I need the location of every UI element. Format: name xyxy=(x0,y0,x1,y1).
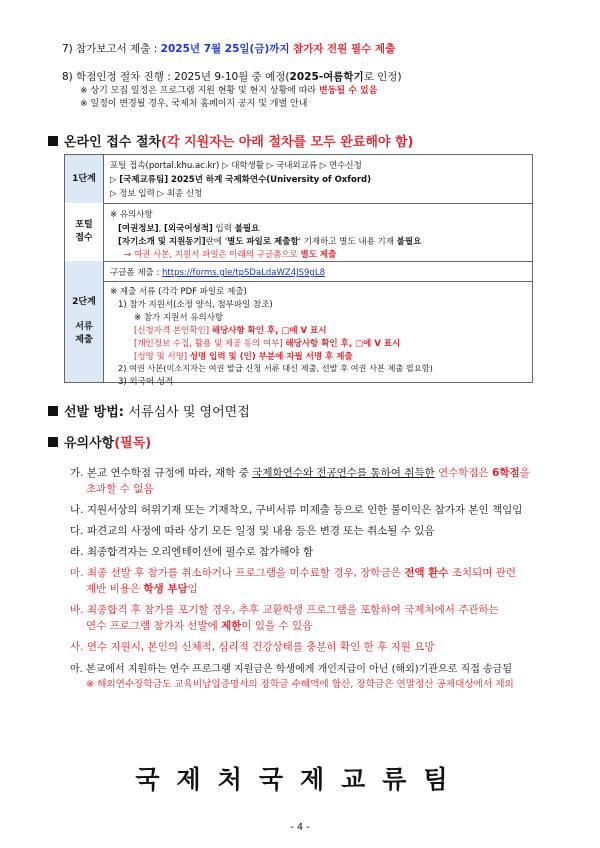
note-ga: 가. 본교 연수학점 규정에 따라, 재학 중 국제화연수와 전공연수를 통하여 취득한 연수학점은 6학점을 xyxy=(70,467,530,479)
note-ma-line2: 제반 비용은 학생 부담임 xyxy=(86,583,198,595)
section-selection-method: 선발 방법: 서류심사 및 영어면접 xyxy=(48,401,250,420)
schedule-change-note: ※ 상기 모집 일정은 프로그램 지원 현황 및 현지 상황에 따라 변동될 수 있음 xyxy=(80,86,378,96)
step1-label-cell: 1단계 xyxy=(65,155,104,203)
note-a-line2: ※ 해외연수장학금도 교육비납입증명서의 장학금 수혜액에 합산, 장학금은 연말정산 공제대상에서 제외 xyxy=(86,679,514,690)
section-precautions: 유의사항(필독) xyxy=(48,432,151,451)
footer-office-title: 국제처국제교류팀 xyxy=(135,765,465,794)
square-bullet-icon xyxy=(48,136,58,146)
google-form-link[interactable]: https://forms.gle/tpSDaLdaWZ4JS9gL8 xyxy=(162,268,326,278)
square-bullet-icon xyxy=(48,406,58,416)
note-na: 나. 지원서상의 허위기재 또는 기재착오, 구비서류 미제출 등으로 인한 불이익은 참가자 본인 책임임 xyxy=(70,504,523,516)
item-7-report-submission: 7) 참가보고서 제출 : 2025년 7월 25일(금)까지 참가자 전원 필수 제출 xyxy=(62,43,396,55)
portal-label-cell: 포털 접수 xyxy=(65,203,104,261)
step2-label-cell: 2단계 서류 제출 xyxy=(65,261,104,382)
step1-content: 포털 접속(portal.khu.ac.kr) ▷ 대학생활 ▷ 국내외교류 ▷ 연수신청 ▷ [국제교류팀] 2025년 하계 국제화연수(University of Oxford) ▷ 정보 입력 ▷ 최종 신청 xyxy=(110,161,371,199)
section-online-application: 온라인 접수 절차(각 지원자는 아래 절차를 모두 완료해야 함) xyxy=(48,131,414,150)
note-a: 아. 본교에서 지원하는 연수 프로그램 지원금은 학생에게 개인지급이 아닌 (해외)기관으로 직접 송금됨 xyxy=(70,664,513,675)
schedule-notice-note: ※ 일정이 변경될 경우, 국제처 홈페이지 공지 및 개별 안내 xyxy=(80,99,308,109)
portal-notes: ※ 유의사항 [여권정보], [외국어성적] 입력 불필요 [자기소개 및 지원동기]란에 '별도 파일로 제출함' 기재하고 별도 내용 기재 불필요 → 여권 사본, 지원서 파일은 아래의 구글폼으로 별도 제출 xyxy=(110,210,422,260)
application-process-table xyxy=(64,154,533,387)
page-number: - 4 - xyxy=(290,822,310,833)
note-sa: 사. 연수 지원시, 본인의 신체적, 심리적 건강상태를 충분히 확인 한 후 지원 요망 xyxy=(70,641,435,653)
note-ga-line2: 초과할 수 없음 xyxy=(86,483,154,495)
documents-content: 구글폼 제출 : https://forms.gle/tpSDaLdaWZ4JS9gL8 ※ 제출 서류 (각각 PDF 파일로 제출) 1) 참가 지원서(소정 양식, 첨부파일 참조) ※ 참가 지원서 유의사항 [신청자격 본인확인] 해당사항 확인 후, □에 V 표시 [개인정보 수집, 활용 및 제공 동의 여부] 해당사항 확인 후, □에 V 표시 [성명 및 서명] 성명 입력 및 (인) 부분에 자필 서명 후 제출 2) 여권 사본(미소지자는 여권 발급 신청 서류 대신 제출, 선발 후 여권 사본 제출 필요함) 3) 외국어 성적 xyxy=(104,261,532,382)
note-ra: 라. 최종합격자는 오리엔테이션에 필수로 참가해야 함 xyxy=(70,546,314,558)
note-ba-line2: 연수 프로그램 참가자 선발에 제한이 있을 수 있음 xyxy=(86,620,313,632)
item-8-credit-recognition: 8) 학점인정 절차 진행 : 2025년 9-10월 중 예정(2025-여름학기로 인정) xyxy=(62,71,402,83)
note-ma: 마. 최종 선발 후 참가를 취소하거나 프로그램을 미수료할 경우, 장학금은 전액 환수 조치되며 관련 xyxy=(70,567,516,579)
square-bullet-icon xyxy=(48,437,58,447)
divider xyxy=(104,281,532,282)
note-da: 다. 파견교의 사정에 따라 상기 모든 일정 및 내용 등은 변경 또는 취소될 수 있음 xyxy=(70,525,435,537)
note-ba: 바. 최종합격 후 참가를 포기할 경우, 추후 교환학생 프로그램을 포함하여 국제처에서 주관하는 xyxy=(70,604,499,616)
